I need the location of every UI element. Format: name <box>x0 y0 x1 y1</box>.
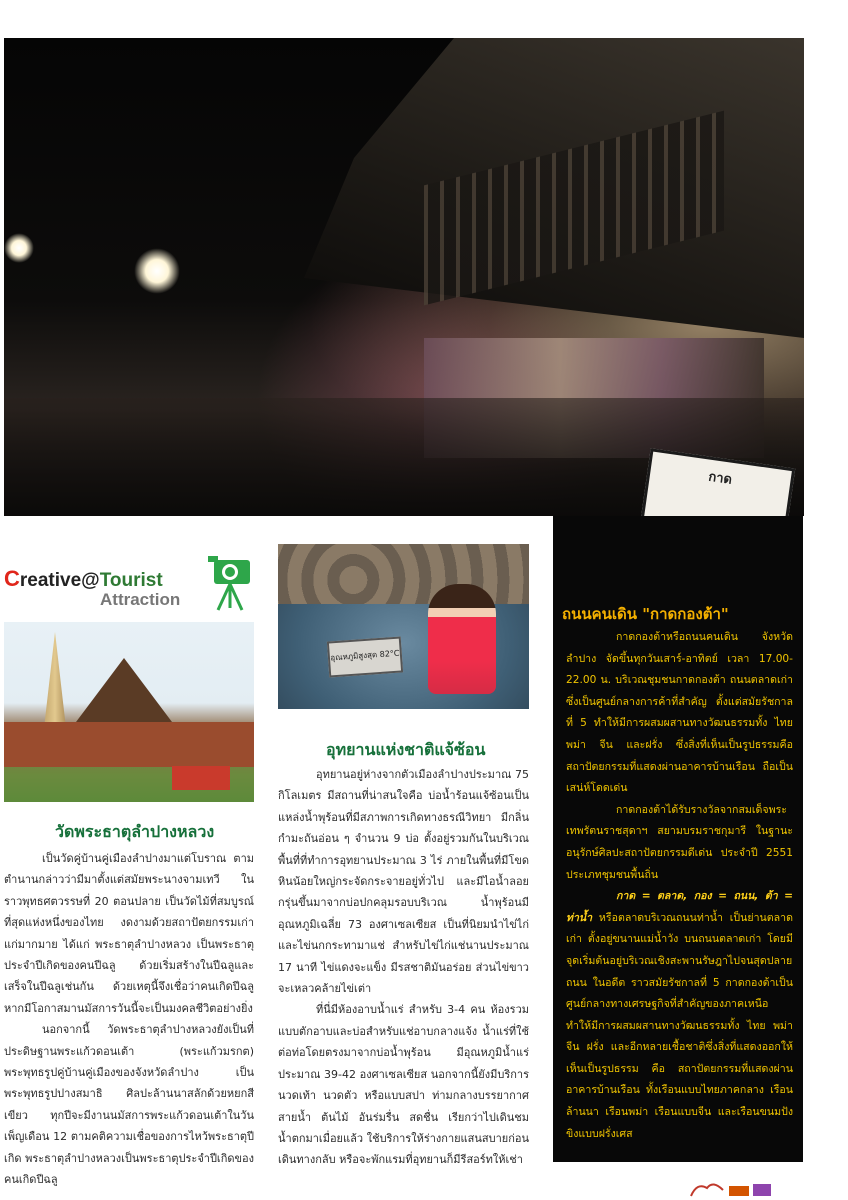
creative-tourist-logo <box>4 566 204 610</box>
sidebar-title: ถนนคนเดิน "กาดกองต้า" <box>562 605 729 623</box>
temple-sign <box>172 766 230 790</box>
park-article <box>278 764 529 1171</box>
park-paragraph-2: ที่นี่มีห้องอาบน้ำแร่ สำหรับ 3-4 คน ห้องรวมแบบตักอาบและบ่อสำหรับแช่อาบกลางแจ้ง น้ำแร่ที่ใช้ต่อท่อโดยตรงมาจากบ่อน้ำพุร้อน มีอุณหภูมิน้ำแร่ประมาณ 39-42 องศาเซลเซียส นอกจากนี้ยังมีบริการนวดเท้า นวดตัว หรือแบบสปา ท่ามกลางบรรยากาศสายน้ำ ต้นไม้ อันร่มรื่น สดชื่น เรียกว่าไปเดินชมน้ำตกมาเมื่อยแล้ว ใช้บริการให้ร่างกายแสนสบายก่อนเดินทางกลับ หรือจะพักแรมที่อุทยานก็มีรีสอร์ทให้เช่า <box>278 1003 529 1167</box>
kad-kong-ta-sidebar <box>553 516 803 1162</box>
hot-spring-photo <box>278 544 529 709</box>
temple-photo <box>4 622 254 802</box>
temple-heading: วัดพระธาตุลำปางหลวง <box>55 822 215 841</box>
logo-at: @ <box>81 570 100 591</box>
logo-attraction: Attraction <box>100 590 181 609</box>
street-lamp-icon <box>4 233 34 263</box>
camera-on-tripod-icon <box>206 550 256 612</box>
sidebar-text <box>566 627 793 1145</box>
logo-reative: reative <box>19 570 82 591</box>
pagemark-icon <box>683 1178 779 1200</box>
sidebar-paragraph-1: กาดกองต้าหรือถนนคนเดิน จังหวัดลำปาง จัดขึ้นทุกวันเสาร์-อาทิตย์ เวลา 17.00-22.00 น. บริเวณชุมชนกาดกองต้า ถนนตลาดเก่า ซึ่งเป็นศูนย์กลางการค้าที่สำคัญ ตั้งแต่สมัยรัชกาลที่ 5 ทำให้มีการผสมผสานทางวัฒนธรรมทั้ง ไทย พม่า จีน และฝรั่ง ซึ่งสิ่งที่เห็นเป็นรูปธรรมคือ สถาปัตยกรรมที่แสดงผ่านอาคารบ้านเรือน ถือเป็นเสน่ห์โดดเด่น <box>566 631 793 795</box>
sidebar-paragraph-3-text: หรือตลาดบริเวณถนนท่าน้ำ เป็นย่านตลาดเก่า ตั้งอยู่ขนานแม่น้ำวัง บนถนนตลาดเก่า โดยมีจุดเริ่มต้นอยู่บริเวณเชิงสะพานรัษฎาไปจนสุดปลายถนน ในอดีต ราวสมัยรัชกาลที่ 5 กาดกองต้าเป็นศูนย์กลางทางเศรษฐกิจที่สำคัญของภาคเหนือ ทำให้มีการผสมผสานทางวัฒนธรรมทั้ง ไทย พม่า จีน ฝรั่ง และอีกหลายเชื้อชาติซึ่งสิ่งที่แสดงออกให้เห็นเป็นรูปธรรม คือ สถาปัตยกรรมที่แสดงผ่านอาคารบ้านเรือน ทั้งเรือนแบบไทยภาคกลาง เรือนล้านนา เรือนพม่า เรือนแบบจีน และเรือนขนมปังขิงแบบฝรั่งเศส <box>566 911 793 1140</box>
temple-wall <box>4 722 254 767</box>
logo-letter-c: C <box>4 566 20 591</box>
sidebar-paragraph-3 <box>566 886 793 1145</box>
sidebar-paragraph-2: กาดกองต้าได้รับรางวัลจากสมเด็จพระเทพรัตนราชสุดาฯ สยามบรมราชกุมารี ในฐานะอนุรักษ์ศิลปะสถาปัตยกรรมดีเด่น ประจำปี 2551 ประเภทชุมชนพื้นถิ่น <box>566 803 793 881</box>
rocks <box>278 544 529 604</box>
street-lamp-icon <box>134 248 180 294</box>
temple-paragraph-1: เป็นวัดคู่บ้านคู่เมืองลำปางมาแต่โบราณ ตามตำนานกล่าวว่ามีมาตั้งแต่สมัยพระนางจามเทวี ในราวพุทธศตวรรษที่ 20 ตอนปลาย เป็นวัดไม้ที่สมบูรณ์ที่สุดแห่งหนึ่งของไทย งดงามด้วยสถาปัตยกรรมเก่าแก่มากมาย ได้แก่ พระธาตุลำปางหลวง เป็นพระธาตุประจำปีเกิดของคนปีฉลู ด้วยเริ่มสร้างในปีฉลูและเสร็จในปีฉลูเช่นกัน ด้วยเหตุนี้จึงเชื่อว่าคนเกิดปีฉลูหากมีโอกาสมานมัสการวันนี้จะเป็นมงคลชีวิตอย่างยิ่ง <box>4 852 254 1015</box>
park-heading: อุทยานแห่งชาติแจ้ซ้อน <box>326 740 486 759</box>
signboard-text: กาด <box>707 469 733 488</box>
woman-in-red <box>428 584 496 694</box>
park-paragraph-1: อุทยานอยู่ห่างจากตัวเมืองลำปางประมาณ 75 กิโลเมตร มีสถานที่น่าสนใจคือ บ่อน้ำร้อนแจ้ซ้อนเป็นแหล่งน้ำพุร้อนที่มีสภาพการเกิดทางธรณีวิทยา มีกลิ่นกำมะถันอ่อน ๆ จำนวน 9 บ่อ ตั้งอยู่รวมกันในบริเวณพื้นที่ที่ทำการอุทยานประมาณ 3 ไร่ ภายในพื้นที่มีโขดหินน้อยใหญ่กระจัดกระจายอยู่ทั่วไป และมีไอน้ำลอยกรุ่นขึ้นมาจากบ่อปกคลุมรอบบริเวณ น้ำพุร้อนมีอุณหภูมิเฉลี่ย 73 องศาเซลเซียส เป็นที่นิยมนำไข่ไก่และไข่นกกระทามาแช่ สำหรับไข่ไก่แช่นานประมาณ 17 นาที ไข่แดงจะแข็ง มีรสชาติมันอร่อย ส่วนไข่ขาวจะเหลวคล้ายไข่เต่า <box>278 768 529 996</box>
sidebar-definition: กาด = ตลาด, กอง = ถนน, ต้า = ท่าน้ำ <box>566 890 793 924</box>
hero-photo-night-market <box>4 38 804 516</box>
temple-article <box>4 848 254 1191</box>
logo-tourist: Tourist <box>99 570 163 591</box>
temple-paragraph-2: นอกจากนี้ วัดพระธาตุลำปางหลวงยังเป็นที่ประดิษฐานพระแก้วดอนเต้า (พระแก้วมรกต) พระพุทธรูปคู่บ้านคู่เมืองของจังหวัดลำปาง เป็นพระพุทธรูปปางสมาธิ ศิลปะล้านนาสลักด้วยหยกสีเขียว ทุกปีจะมีงานนมัสการพระแก้วดอนเต้าในวันเพ็ญเดือน 12 ตามคติความเชื่อของการไหว้พระธาตุปีเกิด พระธาตุลำปางหลวงเป็นพระธาตุประจำปีเกิดของคนเกิดปีฉลู <box>4 1023 254 1187</box>
temperature-plaque: อุณหภูมิสูงสุด 82°C <box>327 636 403 677</box>
